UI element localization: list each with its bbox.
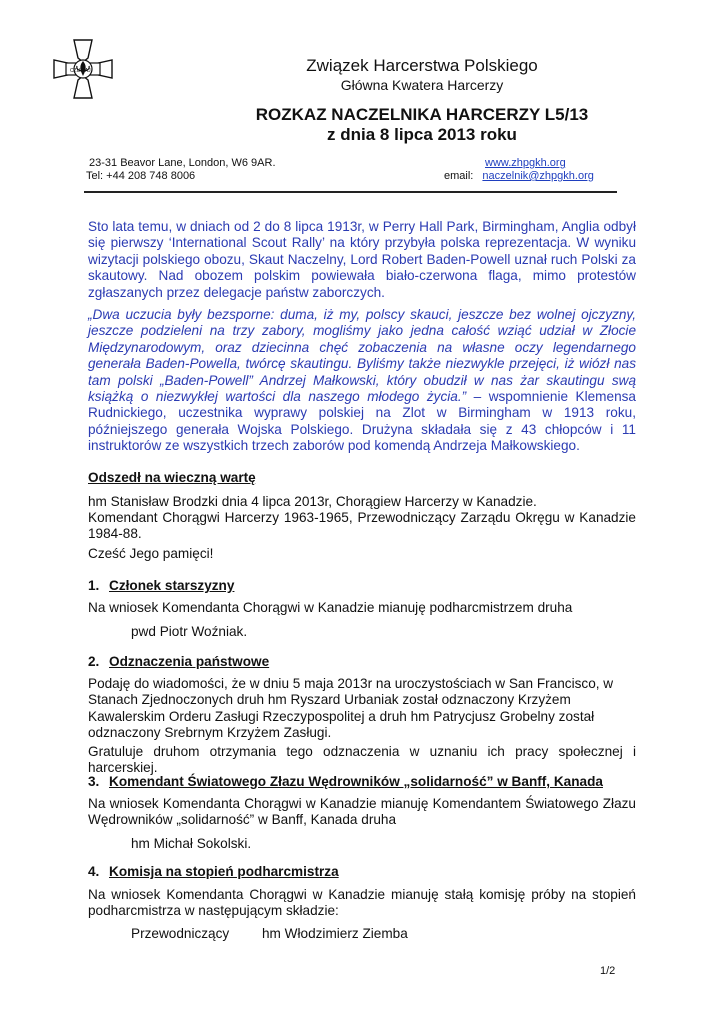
intro-quote: „Dwa uczucia były bezsporne: duma, iż my, polscy skauci, jeszcze bez wolnej ojczyzny, jeszcze podzieleni na trzy zabory, mogliśmy jako jedna całość wziąć udział w Złocie Międzynarodowym, oraz dziecinna chęć zobaczenia na własne oczy legendarnego generała Baden-Powella, twórcę skautingu. Byliśmy także niezwykle przejęci, iż wiózł nas tam polski „Baden-Powell” Andrzej Małkowski, który obudził w nas żar skautingu swą książką o niezwykłej wartości dla naszego młodego życia.” [88,307,636,405]
header-divider [84,191,617,193]
obituary-heading: Odszedł na wieczną wartę [88,470,256,485]
obituary-line2: Komendant Chorągwi Harcerzy 1963-1965, Przewodniczący Zarządu Okręgu w Kanadzie 1984-88. [88,510,636,542]
section-1-text: Na wniosek Komendanta Chorągwi w Kanadzie mianuję podharcmistrzem druha [88,600,573,615]
intro-section [88,219,636,461]
section-2-text: Podaję do wiadomości, że w dniu 5 maja 2013r na uroczystościach w San Francisco, w Stanach Zjednoczonych druh hm Ryszard Urbaniak został odznaczony Krzyżem Kawalerskim Orderu Zasługi Rzeczypospolitej a druh hm Patrycjusz Grobelny został odznaczony Srebrnym Krzyżem Zasługi. [88,676,614,741]
section-3-person: hm Michał Sokolski. [131,836,252,851]
intro-quote-paragraph [88,307,636,455]
website-link[interactable]: www.zhpgkh.org [485,157,566,169]
section-4-role: Przewodniczący [131,926,230,941]
email-link[interactable]: naczelnik@zhpgkh.org [482,170,594,182]
section-4-person: hm Włodzimierz Ziemba [262,926,408,941]
intro-quote-tail: – wspomnienie Klemensa Rudnickiego, uczestnika wyprawy polskiej na Zlot w Birmingham w 1913 roku, późniejszego generała Wojska Polskiego. Drużyna składała się z 43 chłopców i 11 instruktorów ze wszystkich trzech zaborów pod komendą Andrzeja Małkowskiego. [88,389,636,454]
telephone: Tel: +44 208 748 8006 [86,170,196,182]
order-date: z dnia 8 lipca 2013 roku [327,125,517,144]
email-label: email: [444,170,474,182]
section-3-heading: 3. Komendant Światowego Złazu Wędrowników „solidarność” w Banff, Kanada [88,774,603,789]
obituary-closing: Cześć Jego pamięci! [88,546,214,561]
section-2-congrats: Gratuluje druhom otrzymania tego odznaczenia w uznaniu ich pracy społecznej i harcerskiej. [88,744,636,776]
intro-paragraph: Sto lata temu, w dniach od 2 do 8 lipca 1913r, w Perry Hall Park, Birmingham, Anglia odbył się pierwszy ‘International Scout Rally’ na który przybyła polska reprezentacja. W wyniku wizytacji polskiego obozu, Skaut Naczelny, Lord Robert Baden-Powell uznał ruch Polski za skautowy. Nad obozem polskim powiewała biało-czerwona flaga, mimo protestów zgłaszanych przez delegacje państw zaborczych. [88,219,636,300]
section-4-heading: 4. Komisja na stopień podharcmistrza [88,864,339,879]
org-name: Związek Harcerstwa Polskiego [306,56,538,75]
section-2-heading: 2. Odznaczenia państwowe [88,654,270,669]
address: 23-31 Beavor Lane, London, W6 9AR. [89,157,276,169]
logo-text: CZUWAJ [70,68,91,74]
section-1-person: pwd Piotr Woźniak. [131,624,248,639]
section-1-heading: 1. Członek starszyzny [88,578,235,593]
org-subtitle: Główna Kwatera Harcerzy [340,77,504,93]
section-3-text: Na wniosek Komendanta Chorągwi w Kanadzie mianuję Komendantem Światowego Złazu Wędrowników „solidarność” w Banff, Kanada druha [88,796,636,828]
order-title: ROZKAZ NACZELNIKA HARCERZY L5/13 [255,105,589,124]
obituary-line1: hm Stanisław Brodzki dnia 4 lipca 2013r, Chorągiew Harcerzy w Kanadzie. [88,494,537,509]
section-4-text: Na wniosek Komendanta Chorągwi w Kanadzie mianuję stałą komisję próby na stopień podharcmistrza w następującym składzie: [88,887,636,919]
page-number: 1/2 [600,965,616,977]
